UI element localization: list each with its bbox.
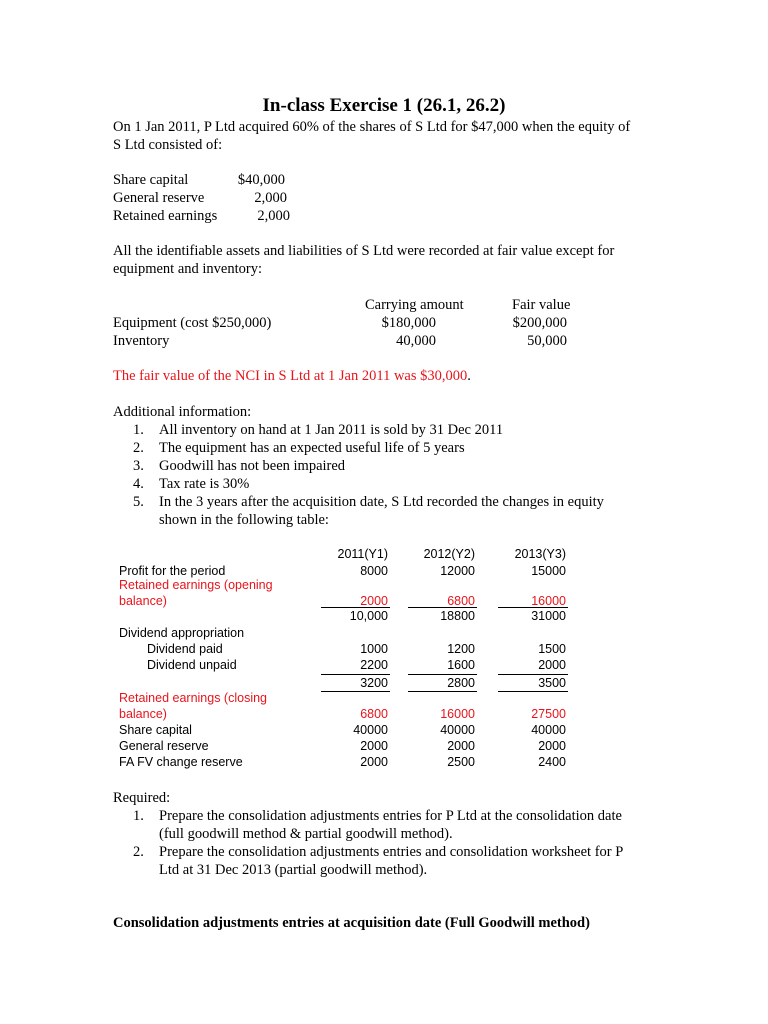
page-title: In-class Exercise 1 (26.1, 26.2): [262, 95, 506, 116]
assets-header-fair: Fair value: [512, 297, 571, 313]
list-item: [113, 493, 604, 529]
asset-carrying: 40,000: [396, 333, 436, 349]
table-cell: 31000: [531, 609, 566, 623]
row-label-div-unpaid: Dividend unpaid: [147, 658, 237, 672]
list-item-number: 2.: [133, 440, 144, 456]
list-item-text: Goodwill has not been impaired: [159, 458, 346, 474]
total-rule: [408, 691, 477, 692]
equity-label: Retained earnings: [113, 208, 218, 224]
table-cell: 16000: [440, 707, 475, 721]
table-cell: 3500: [538, 676, 566, 690]
row-label-re-close: Retained earnings (closing: [119, 691, 268, 705]
list-item-number: 4.: [133, 476, 144, 492]
list-item: [113, 439, 604, 457]
table-cell: 1600: [447, 658, 475, 672]
section-heading: Consolidation adjustments entries at acquisition date (Full Goodwill method): [113, 915, 590, 931]
table-col-header: 2011(Y1): [337, 547, 388, 561]
table-cell: 40000: [440, 723, 475, 737]
table-cell: 12000: [440, 564, 475, 578]
row-label-profit: Profit for the period: [119, 564, 226, 578]
list-item-text-cont: (full goodwill method & partial goodwill method).: [159, 826, 453, 842]
list-item-text: Prepare the consolidation adjustments entries and consolidation worksheet for P: [159, 844, 624, 860]
required-heading: Required:: [113, 790, 171, 806]
table-cell: 6800: [360, 707, 388, 721]
row-label-div-paid: Dividend paid: [147, 642, 223, 656]
fair-value-line-1: All the identifiable assets and liabilities of S Ltd were recorded at fair value except for: [113, 243, 615, 259]
list-item: [113, 843, 623, 879]
equity-label: General reserve: [113, 190, 205, 206]
list-item-number: 2.: [133, 844, 144, 860]
list-item-text-cont: Ltd at 31 Dec 2013 (partial goodwill method).: [159, 862, 428, 878]
table-cell: 2000: [360, 755, 388, 769]
asset-row-label: Equipment (cost $250,000): [113, 315, 272, 331]
table-cell: 2500: [447, 755, 475, 769]
row-label-general-reserve: General reserve: [119, 739, 209, 753]
table-cell: 1000: [360, 642, 388, 656]
table-cell: 40000: [531, 723, 566, 737]
table-col-header: 2012(Y2): [423, 547, 475, 561]
row-label-share-capital: Share capital: [119, 723, 192, 737]
table-cell: 2200: [360, 658, 388, 672]
table-cell: 15000: [531, 564, 566, 578]
total-rule: [498, 691, 568, 692]
row-label-dividend: Dividend appropriation: [119, 626, 245, 640]
assets-header-carrying: Carrying amount: [365, 297, 464, 313]
fair-value-line-2: equipment and inventory:: [113, 261, 262, 277]
row-label-re-open-2: balance): [119, 594, 167, 608]
list-item-text-cont: shown in the following table:: [159, 512, 329, 528]
list-item-text: The equipment has an expected useful life of 5 years: [159, 440, 465, 456]
intro-line-1: On 1 Jan 2011, P Ltd acquired 60% of the shares of S Ltd for $47,000 when the equity of: [113, 119, 631, 135]
table-cell: 18800: [440, 609, 475, 623]
row-label-re-open: Retained earnings (opening: [119, 578, 273, 592]
nci-note-period: .: [467, 368, 471, 384]
table-cell: 1200: [447, 642, 475, 656]
table-cell: 2000: [538, 658, 566, 672]
table-cell: 1500: [538, 642, 566, 656]
additional-heading: Additional information:: [113, 404, 252, 420]
nci-note-text: The fair value of the NCI in S Ltd at 1 Jan 2011 was $30,000: [113, 368, 468, 384]
list-item-number: 3.: [133, 458, 144, 474]
equity-value: 2,000: [254, 190, 287, 206]
list-item: [113, 807, 623, 843]
list-item: [113, 457, 604, 475]
total-rule: [321, 691, 390, 692]
list-item-number: 1.: [133, 422, 144, 438]
asset-carrying: $180,000: [381, 315, 436, 331]
asset-fair: 50,000: [527, 333, 567, 349]
table-cell: 2000: [538, 739, 566, 753]
equity-label: Share capital: [113, 172, 189, 188]
table-cell: 40000: [353, 723, 388, 737]
nci-note: [113, 367, 471, 385]
row-label-fa-reserve: FA FV change reserve: [119, 755, 243, 769]
asset-fair: $200,000: [512, 315, 567, 331]
table-cell: 2000: [447, 739, 475, 753]
table-cell: 2800: [447, 676, 475, 690]
list-item-number: 5.: [133, 494, 144, 510]
table-cell: 27500: [531, 707, 566, 721]
list-item-text: In the 3 years after the acquisition date, S Ltd recorded the changes in equity: [159, 494, 604, 510]
list-item: [113, 421, 604, 439]
list-item-text: Tax rate is 30%: [159, 476, 250, 492]
row-label-re-close-2: balance): [119, 707, 167, 721]
table-cell: 10,000: [349, 609, 388, 623]
table-col-header: 2013(Y3): [514, 547, 566, 561]
equity-value: 2,000: [257, 208, 290, 224]
asset-row-label: Inventory: [113, 333, 170, 349]
table-cell: 6800: [447, 594, 475, 608]
list-item-text: All inventory on hand at 1 Jan 2011 is sold by 31 Dec 2011: [159, 422, 504, 438]
required-list: [113, 807, 623, 879]
intro-line-2: S Ltd consisted of:: [113, 137, 223, 153]
table-cell: 2000: [360, 594, 388, 608]
list-item-text: Prepare the consolidation adjustments entries for P Ltd at the consolidation date: [159, 808, 622, 824]
list-item: [113, 475, 604, 493]
table-cell: 3200: [360, 676, 388, 690]
table-cell: 2400: [538, 755, 566, 769]
table-cell: 16000: [531, 594, 566, 608]
additional-list: [113, 421, 604, 529]
table-cell: 2000: [360, 739, 388, 753]
table-cell: 8000: [360, 564, 388, 578]
equity-value: $40,000: [237, 172, 285, 188]
list-item-number: 1.: [133, 808, 144, 824]
